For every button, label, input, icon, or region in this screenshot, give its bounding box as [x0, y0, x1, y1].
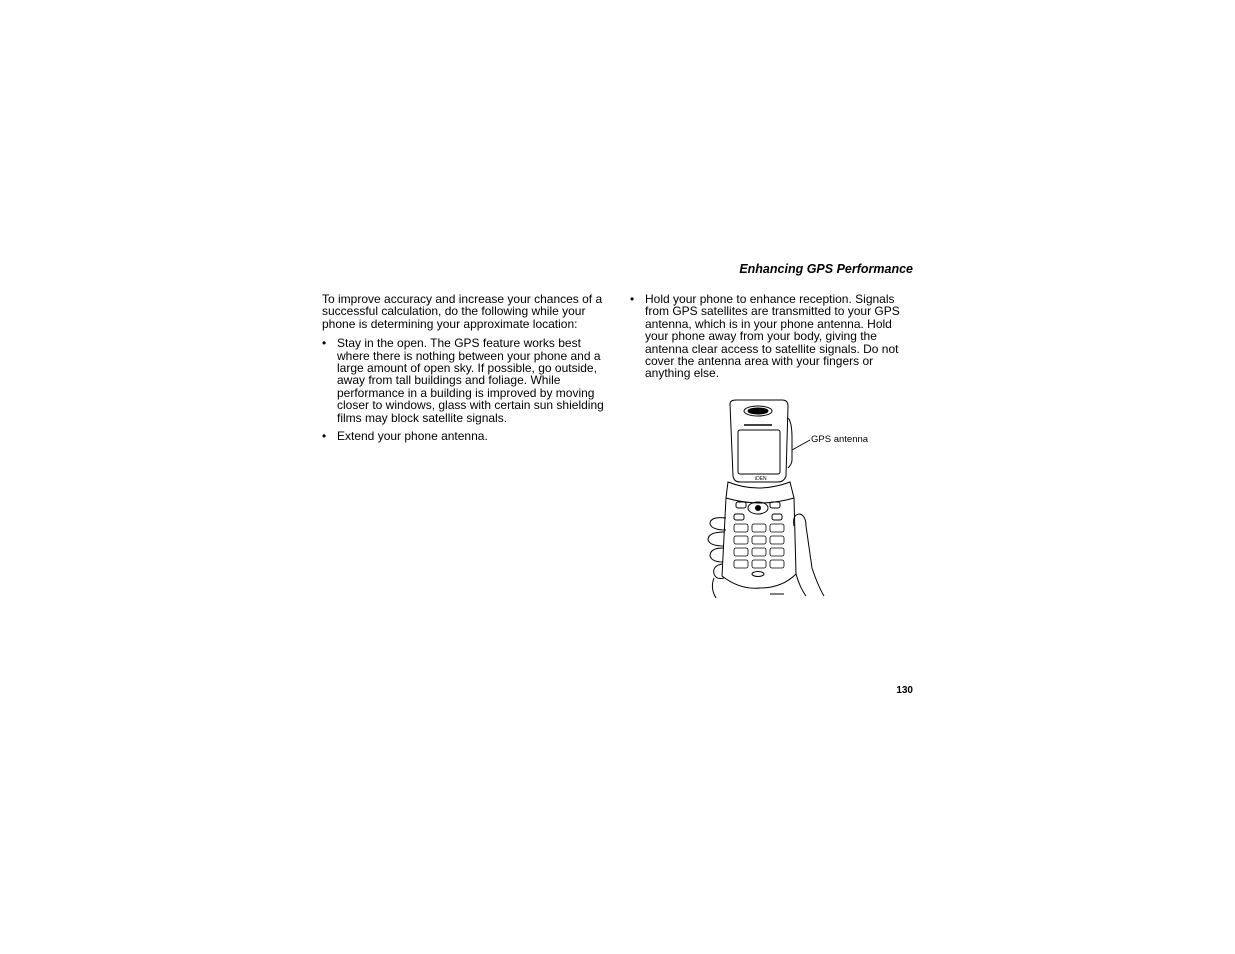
right-column	[630, 293, 912, 386]
keypad	[734, 524, 784, 568]
callout-line	[792, 440, 810, 450]
bullet-marker: •	[322, 336, 327, 351]
section-header: Enhancing GPS Performance	[739, 262, 913, 276]
bullet-marker: •	[322, 429, 327, 444]
phone-display	[738, 430, 780, 474]
svg-text:iDEN: iDEN	[755, 476, 767, 482]
left-column	[322, 293, 604, 448]
bullet-marker: •	[630, 292, 635, 306]
bullet-item	[322, 430, 604, 442]
page-number: 130	[896, 685, 913, 696]
antenna	[788, 418, 792, 468]
gps-antenna-callout: GPS antenna	[811, 434, 869, 445]
bullet-text: Extend your phone antenna.	[337, 429, 488, 444]
phone-body	[722, 498, 796, 588]
bullet-text: Stay in the open. The GPS feature works best where there is nothing between your phone and a large amount of open sky. If possible, go outside, away from tall buildings and foliage. While performance in a building is improved by moving closer to windows, glass with certain sun shielding films may block satellite signals.	[337, 336, 604, 425]
bullet-text: Hold your phone to enhance reception. Signals from GPS satellites are transmitted to your GPS antenna, which is in your phone antenna. Hold your phone away from your body, giving the antenna clear access to satellite signals. Do not cover the antenna area with your fingers or anything else.	[645, 292, 900, 381]
phone-in-hand-illustration	[700, 398, 900, 600]
intro-paragraph: To improve accuracy and increase your chances of a successful calculation, do the following while your phone is determining your approximate location:	[322, 292, 603, 331]
bullet-item	[630, 293, 912, 380]
bullet-item	[322, 337, 604, 424]
